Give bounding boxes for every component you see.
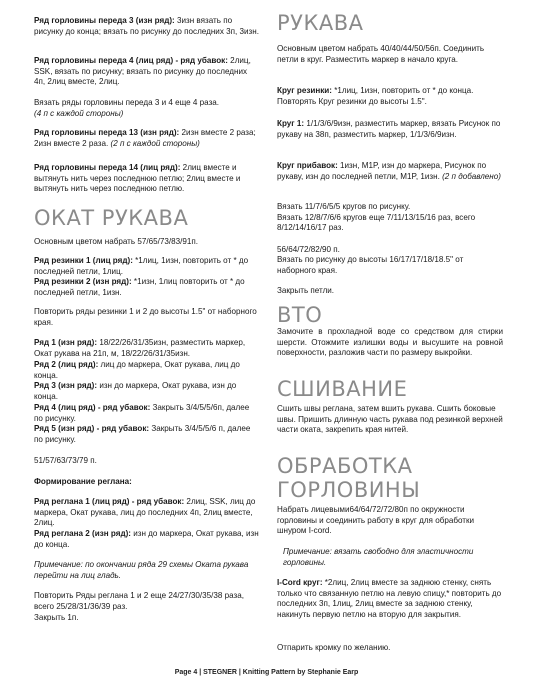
round-1: Круг 1: 1/1/3/6/9изн, разместить маркер, вязать Рисунок по рукаву на 38п, разместить маркер, 1/1/3/6/9изн.	[277, 119, 501, 139]
section-heading-vto: ВТО	[277, 303, 323, 327]
bind-off-text: Закрыть 1п.	[34, 613, 79, 622]
sleeve-row-4: Ряд 4 (лиц ряд) - ряд убавок: Закрыть 3/4/5/5/6п, далее по рисунку.	[34, 403, 250, 423]
rounds-repeat: Вязать 11/7/6/5/5 кругов по рисунку. Вязать 12/8/7/6/6 кругов еще 7/11/13/15/16 раз, всего 8/12/14/16/17 раз.	[277, 202, 476, 233]
knit-to-length: Вязать по рисунку до высоты 16/17/17/18/18.5" от наборного края.	[277, 255, 464, 275]
sleeve-row-1: Ряд 1 (изн ряд): 18/22/26/31/35изн, разместить маркер, Окат рукава на 21п, м, 18/22/26/31/35изн.	[34, 338, 246, 358]
rukava-cast-on: Основным цветом набрать 40/40/44/50/56п. Соединить петли в круг. Разместить маркер в начало круга.	[277, 44, 485, 64]
page-footer: Page 4 | STEGNER | Knitting Pattern by Stephanie Earp	[174, 669, 359, 676]
section-heading-obrabotka: ОБРАБОТКА	[277, 454, 413, 478]
icord-round: I-Cord круг: *2лиц, 2лиц вместе за заднюю стенку, снять только что связанную петлю на левую спицу,* повторить до последних 3п, 1лиц, 2лиц вместе за заднюю стенку, накинуть первую петлю на вторую для закрытия.	[277, 578, 502, 619]
rib-row-1: Ряд резинки 1 (лиц ряд): *1лиц, 1изн, повторить от * до последней петли, 1лиц.	[34, 256, 249, 276]
neckline-repeat: Вязать ряды горловины переда 3 и 4 еще 4 раза. (4 п с каждой стороны)	[34, 98, 220, 118]
neckline-row-13: Ряд горловины переда 13 (изн ряд): 2изн вместе 2 раза; 2изн вместе 2 раза. (2 п с каждой стороны)	[34, 128, 256, 148]
raglan-note: Примечание: по окончании ряда 29 схемы Оката рукава перейти на лиц гладь.	[34, 560, 249, 580]
round-rib: Круг резинки: *1лиц, 1изн, повторить от * до конца. Повторять Круг резинки до высоты 1.5".	[277, 86, 474, 106]
raglan-repeat: Повторить Ряды реглана 1 и 2 еще 24/27/30/35/38 раза, всего 25/28/31/36/39 раз.	[34, 591, 244, 611]
sleeve-stitch-count: 51/57/63/73/79 п.	[34, 456, 97, 465]
bind-off-sleeve: Закрыть петли.	[277, 286, 335, 295]
vto-text: Замочите в прохладной воде со средством для стирки шерсти. Отожмите излишки воды и высушите на ровной поверхности, разложив части по размеру выкройки.	[277, 327, 503, 358]
section-heading-okat: ОКАТ РУКАВА	[34, 206, 189, 230]
sleeve-row-5: Ряд 5 (изн ряд) - ряд убавок: Закрыть 3/4/5/5/6 п, далее по рисунку.	[34, 424, 251, 444]
section-heading-shivanie: СШИВАНИЕ	[277, 377, 408, 401]
neckline-row-4: Ряд горловины переда 4 (лиц ряд) - ряд убавок: 2лиц, SSK, вязать по рисунку; вязать по рисунку до последних 4п, 2лиц вместе, 2лиц.	[34, 56, 251, 87]
shivanie-text: Сшить швы реглана, затем вшить рукава. Сшить боковые швы. Пришить длинную часть рукава под резинкой верхней части оката, закрепить края нитей.	[277, 404, 503, 435]
rib-repeat: Повторить ряды резинки 1 и 2 до высоты 1.5" от наборного края.	[34, 307, 257, 327]
section-heading-gorloviny: ГОРЛОВИНЫ	[277, 478, 421, 502]
round-increase: Круг прибавок: 1изн, M1P, изн до маркера, Рисунок по рукаву, изн до последней петли, M1P, 1изн. (2 п добавлено)	[277, 161, 501, 181]
neckband-note: Примечание: вязать свободно для эластичности горловины.	[283, 547, 474, 567]
sleeve-row-2: Ряд 2 (лиц ряд): лиц до маркера, Окат рукава, лиц до конца.	[34, 360, 240, 380]
sleeve-stitch-total: 56/64/72/82/90 п.	[277, 245, 340, 254]
neckband-text: Набрать лицевыми64/64/72/72/80п по окружности горловины и соединить работу в круг для обработки шнуром I-cord.	[277, 505, 475, 536]
section-heading-rukava: РУКАВА	[277, 11, 364, 35]
raglan-row-1: Ряд реглана 1 (лиц ряд) - ряд убавок: 2лиц, SSK, лиц до маркера, Окат рукава, лиц до последних 4п, 2лиц вместе, 2лиц.	[34, 497, 256, 528]
sleeve-row-3: Ряд 3 (изн ряд): изн до маркера, Окат рукава, изн до конца.	[34, 381, 237, 401]
raglan-heading: Формирование реглана:	[34, 477, 132, 486]
raglan-row-2: Ряд реглана 2 (изн ряд): изн до маркера, Окат рукава, изн до конца.	[34, 529, 259, 549]
neckline-row-14: Ряд горловины переда 14 (лиц ряд): 2лиц вместе и вытянуть нить через последнюю петлю; 2лиц вместе и вытянуть нить через последнюю петлю.	[34, 163, 241, 194]
okat-cast-on: Основным цветом набрать 57/65/73/83/91п.	[34, 237, 198, 246]
final-press: Отпарить кромку по желанию.	[277, 643, 391, 652]
rib-row-2: Ряд резинки 2 (изн ряд): *1изн, 1лиц повторить от * до последней петли, 1изн.	[34, 277, 245, 297]
neckline-row-3: Ряд горловины переда 3 (изн ряд): 3изн вязать по рисунку до конца; вязать по рисунку до последних 3п, 3изн.	[34, 16, 259, 36]
